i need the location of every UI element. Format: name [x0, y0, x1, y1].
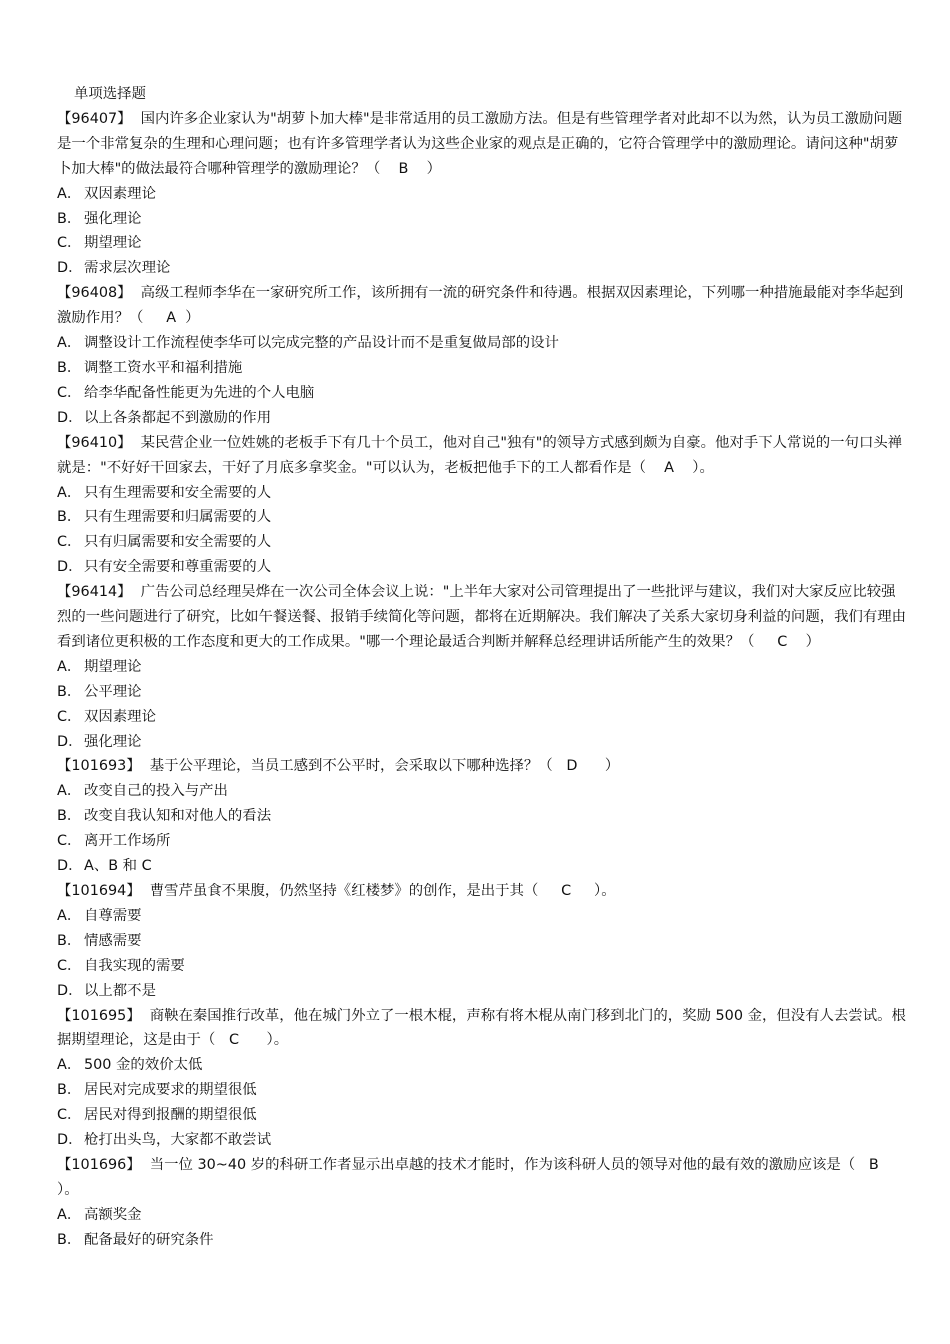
question-text: [57, 281, 907, 331]
question-text: [57, 1004, 907, 1054]
question-text: [57, 107, 907, 182]
option-text: 500 金的效价太低: [84, 1057, 203, 1074]
option-letter: B．: [57, 932, 82, 949]
option-letter: D．: [57, 1132, 83, 1149]
question-stem: 当一位 30~40 岁的科研工作者显示出卓越的技术才能时，作为该科研人员的领导对他的最有效的激励应该是（ B ）。: [57, 1156, 907, 1198]
option-text: 只有生理需要和安全需要的人: [84, 484, 272, 501]
answer-option: [57, 804, 907, 829]
answer-option: [57, 929, 907, 954]
answer-option: [57, 655, 907, 680]
option-letter: C．: [57, 534, 82, 551]
option-text: 强化理论: [84, 210, 142, 227]
option-text: 调整设计工作流程使李华可以完成完整的产品设计而不是重复做局部的设计: [84, 335, 559, 352]
option-text: 调整工资水平和福利措施: [84, 359, 243, 376]
question-stem: 国内许多企业家认为"胡萝卜加大棒"是非常适用的员工激励方法。但是有些管理学者对此却不以为然，认为员工激励问题是一个非常复杂的生理和心理问题；也有许多管理学者认为这些企业家的观点是正确的，它符合管理学中的激励理论。请问这种"胡萝卜加大棒"的做法最符合哪种管理学的激励理论？（ B ）: [57, 110, 903, 177]
answer-option: [57, 1128, 907, 1153]
option-text: A、B 和 C: [84, 858, 152, 875]
option-text: 以上各条都起不到激励的作用: [84, 409, 272, 426]
answer-option: [57, 481, 907, 506]
answer-option: [57, 207, 907, 232]
question-id: 【101696】: [57, 1156, 141, 1173]
question-id: 【101693】: [57, 758, 141, 775]
question-text: [57, 431, 907, 481]
option-letter: B．: [57, 509, 82, 526]
option-letter: C．: [57, 833, 82, 850]
answer-option: [57, 779, 907, 804]
option-text: 配备最好的研究条件: [84, 1231, 214, 1248]
option-text: 自尊需要: [84, 907, 142, 924]
option-letter: B．: [57, 1231, 82, 1248]
question-block: [57, 107, 907, 281]
question-block: [57, 431, 907, 580]
option-text: 情感需要: [84, 932, 142, 949]
option-text: 只有安全需要和尊重需要的人: [84, 559, 272, 576]
answer-option: [57, 356, 907, 381]
option-letter: B．: [57, 808, 82, 825]
option-text: 只有归属需要和安全需要的人: [84, 534, 272, 551]
option-text: 期望理论: [84, 658, 142, 675]
answer-option: [57, 256, 907, 281]
option-letter: C．: [57, 235, 82, 252]
option-letter: C．: [57, 384, 82, 401]
question-text: [57, 754, 907, 779]
option-letter: A．: [57, 658, 82, 675]
option-text: 改变自我认知和对他人的看法: [84, 808, 272, 825]
option-text: 公平理论: [84, 683, 142, 700]
option-letter: D．: [57, 733, 83, 750]
answer-option: [57, 1203, 907, 1228]
option-letter: A．: [57, 1057, 82, 1074]
answer-option: [57, 979, 907, 1004]
question-id: 【96414】: [57, 584, 132, 601]
option-text: 双因素理论: [84, 708, 156, 725]
option-letter: A．: [57, 783, 82, 800]
option-letter: A．: [57, 907, 82, 924]
answer-option: [57, 1103, 907, 1128]
option-text: 以上都不是: [84, 982, 156, 999]
option-letter: C．: [57, 957, 82, 974]
question-id: 【96407】: [57, 110, 132, 127]
question-id: 【101694】: [57, 883, 141, 899]
answer-option: [57, 705, 907, 730]
question-text: [57, 879, 907, 904]
question-block: [57, 1153, 907, 1253]
option-text: 离开工作场所: [84, 833, 171, 850]
question-block: [57, 580, 907, 754]
question-text: [57, 580, 907, 655]
question-stem: 基于公平理论，当员工感到不公平时，会采取以下哪种选择？（ D ）: [149, 758, 620, 775]
option-letter: D．: [57, 559, 83, 576]
option-text: 需求层次理论: [84, 260, 171, 277]
option-letter: D．: [57, 982, 83, 999]
question-stem: 某民营企业一位姓姚的老板手下有几十个员工，他对自己"独有"的领导方式感到颇为自豪。他对手下人常说的一句口头禅就是："不好好干回家去，干好了月底多拿奖金。"可以认为，老板把他手下的工人都看作是（ A ）。: [57, 434, 903, 476]
answer-option: [57, 381, 907, 406]
answer-option: [57, 331, 907, 356]
question-block: [57, 1004, 907, 1153]
option-text: 强化理论: [84, 733, 142, 750]
option-text: 双因素理论: [84, 185, 156, 202]
option-letter: A．: [57, 1206, 82, 1223]
question-id: 【96410】: [57, 434, 132, 451]
question-list: [57, 107, 907, 1253]
answer-option: [57, 505, 907, 530]
option-letter: A．: [57, 484, 82, 501]
option-text: 只有生理需要和归属需要的人: [84, 509, 272, 526]
answer-option: [57, 1078, 907, 1103]
question-text: [57, 1153, 907, 1203]
question-stem: 商鞅在秦国推行改革，他在城门外立了一根木棍，声称有将木棍从南门移到北门的，奖励 500 金，但没有人去尝试。根据期望理论，这是由于（ C ）。: [57, 1007, 906, 1049]
question-stem: 曹雪芹虽食不果腹，仍然坚持《红楼梦》的创作，是出于其（ C ）。: [149, 883, 616, 899]
question-block: [57, 754, 907, 879]
option-text: 期望理论: [84, 235, 142, 252]
section-heading: 单项选择题: [74, 86, 146, 102]
question-block: [57, 879, 907, 1004]
question-block: [57, 281, 907, 430]
question-stem: 广告公司总经理吴烨在一次公司全体会议上说："上半年大家对公司管理提出了一些批评与建议，我们对大家反应比较强烈的一些问题进行了研究，比如午餐送餐、报销手续简化等问题，都将在近期解决。我们解决了关系大家切身利益的问题，我们有理由看到诸位更积极的工作态度和更大的工作成果。"哪一个理论最适合判断并解释总经理讲话所能产生的效果？（ C ）: [57, 584, 907, 650]
answer-option: [57, 406, 907, 431]
document-page: [57, 82, 907, 1253]
answer-option: [57, 680, 907, 705]
option-letter: C．: [57, 1107, 82, 1124]
option-letter: B．: [57, 359, 82, 376]
option-text: 改变自己的投入与产出: [84, 783, 228, 800]
question-stem: 高级工程师李华在一家研究所工作，该所拥有一流的研究条件和待遇。根据双因素理论，下列哪一种措施最能对李华起到激励作用？（ A ）: [57, 285, 904, 327]
option-text: 高额奖金: [84, 1206, 142, 1223]
option-letter: B．: [57, 210, 82, 227]
option-text: 居民对得到报酬的期望很低: [84, 1107, 257, 1124]
option-letter: B．: [57, 683, 82, 700]
answer-option: [57, 854, 907, 879]
option-letter: A．: [57, 335, 82, 352]
answer-option: [57, 1053, 907, 1078]
option-text: 枪打出头鸟，大家都不敢尝试: [84, 1132, 272, 1149]
answer-option: [57, 182, 907, 207]
option-letter: B．: [57, 1082, 82, 1099]
option-text: 给李华配备性能更为先进的个人电脑: [84, 384, 315, 401]
answer-option: [57, 904, 907, 929]
option-letter: A．: [57, 185, 82, 202]
option-letter: D．: [57, 409, 83, 426]
answer-option: [57, 1228, 907, 1253]
answer-option: [57, 530, 907, 555]
question-id: 【101695】: [57, 1007, 141, 1024]
answer-option: [57, 730, 907, 755]
option-text: 居民对完成要求的期望很低: [84, 1082, 257, 1099]
option-letter: D．: [57, 260, 83, 277]
answer-option: [57, 829, 907, 854]
option-letter: C．: [57, 708, 82, 725]
option-letter: D．: [57, 858, 83, 875]
answer-option: [57, 954, 907, 979]
option-text: 自我实现的需要: [84, 957, 185, 974]
answer-option: [57, 555, 907, 580]
question-id: 【96408】: [57, 285, 132, 302]
answer-option: [57, 231, 907, 256]
